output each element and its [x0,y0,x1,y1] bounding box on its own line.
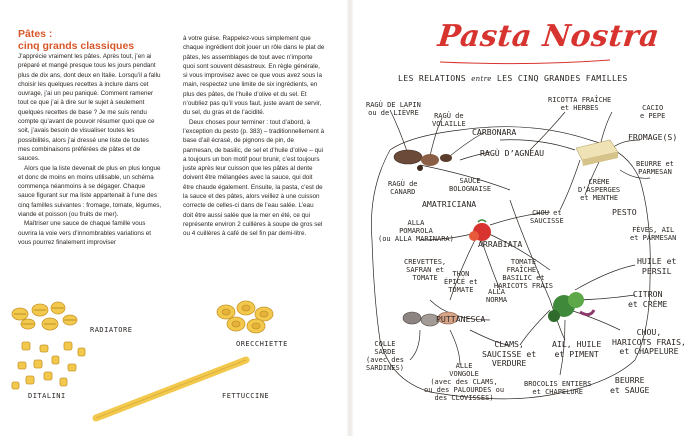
node-crevettes: CREVETTES, SAFRAN et TOMATE [404,258,447,282]
vegetables-icon [548,292,594,322]
node-chou-saucisse: CHOU et SAUCISSE [530,209,564,225]
radiatore-icon [12,302,77,330]
ditalini-icon [12,342,85,389]
text-column-1 [18,52,162,247]
pasta-illustration [0,290,346,436]
heading-line-1: Pâtes : [18,28,53,40]
node-carbonara: CARBONARA [472,127,517,137]
label-fettuccine: FETTUCCINE [222,392,270,400]
node-beurre-parmesan: BEURRE et PARMESAN [636,160,674,176]
heading-line-2: cinq grands classiques [18,40,135,52]
node-cacio: CACIO e PEPE [640,104,666,120]
node-colle-sarde: COLLE SARDE (avec des SARDINES) [366,340,404,372]
node-clams: CLAMS, SAUCISSE et VERDURE [482,339,537,368]
label-ditalini: DITALINI [28,392,66,400]
meat-icon [394,150,452,171]
node-fromage: FROMAGE(S) [628,132,678,142]
subtitle-part-1: LES RELATIONS [398,73,466,83]
node-bolognaise: SAUCE BOLOGNAISE [449,177,492,193]
node-feves: FÈVES, AIL et PARMESAN [630,226,677,242]
subtitle-part-2: entre [471,75,492,83]
node-ricotta: RICOTTA FRAÎCHE et HERBES [548,96,612,112]
paragraph: Alors que la liste devenait de plus en plus longue et donc de moins en moins utilisable, un schéma commença néanmoins à se dégager. Chaque sauce figurant sur ma liste appartenait à l’une des cinq familles suivantes : fromage, tomate, légumes, viande et poisson (ou fruits de mer). [18,164,162,219]
node-pesto: PESTO [612,207,637,217]
paragraph: Deux choses pour terminer : tout d’abord, à l’exception du pesto (p. 383) – traditionnellement à base d’ail écrasé, de pignons de pin, de parmesan, de basilic, de sel et d’huile d’olive – qui a toujours un bon motif pour brunir, c’est toujours juste après leur cuisson que les pâtes al dente doivent être mélangées avec la sauce, qui doit être chaude également. Ensuite, la pasta, c’est de la sauce et des pâtes, alors veillez à une cuisson correcte de celles-ci dans de l’eau salée. L’eau doit être aussi salée que la mer en été, ce qui représente environ 2 cuillères à soupe de gros sel ou 4 cuillères à café de sel fin par demi-litre. [183,118,325,238]
node-amatriciana: AMATRICIANA [422,199,477,209]
node-tomate-fraiche: TOMATE FRAÎCHE, BASILIC et HARICOTS FRAIS [494,258,554,290]
tomato-icon [469,220,491,241]
node-norma: ALLA NORMA [486,288,508,304]
node-ail-huile: AIL, HUILE et PIMENT [552,339,602,359]
node-beurre-sauge: BEURRE et SAUGE [610,375,650,395]
node-pomarola: ALLA POMAROLA (ou ALLA MARINARA) [378,219,454,243]
diagram-title: Pasta Nostra [436,19,662,54]
node-citron: CITRON et CRÈME [628,289,668,309]
node-arrabbiata: ARRABIATA [478,239,523,249]
subtitle-part-3: LES CINQ GRANDES FAMILLES [496,73,628,83]
node-asperges: CRÈME D’ASPERGES et MENTHE [578,178,621,202]
paragraph: à votre guise. Rappelez-vous simplement que chaque ingrédient doit jouer un rôle dans le plat de pâtes, les assemblages de tout avec n’importe quoi sont souvent désastreux. En règle générale, si vous improvisez avec ce que vous avez sous la main, respectez une limite de six ingrédients, en plus des pâtes, de l’huile d’olive et du sel. Et n’oubliez pas qu’il vous faut, juste avant de servir, du sel, du gras et de l’acidité. [183,35,325,117]
paragraph: J’apprécie vraiment les pâtes. Après tout, j’en ai préparé et mangé presque tous les jours pendant plus de dix ans, dont deux en Italie. Lorsqu’il a fallu choisir les quelques recettes à inclure dans cet ouvrage, j’ai un peu paniqué. Comment ramener tout ce que j’ai à dire sur le sujet à seulement quelques recettes de base ? Je me suis rendu compte qu’avant de pouvoir résumer quoi que ce soit, j’avais besoin de visualiser toutes les possibilités, alors j’ai dressé une liste de toutes mes combinaisons préférées de pâtes et de sauces. [18,53,161,163]
label-radiatore: RADIATORE [90,326,133,334]
text-column-2 [183,34,325,239]
diagram-subtitle [398,73,628,83]
section-heading [18,28,168,52]
node-ragu-canard: RAGÙ de CANARD [388,180,418,196]
node-ragu-agneau: RAGÙ D’AGNEAU [480,148,545,158]
node-brocolis: BROCOLIS ENTIERS et CHAPELURE [524,380,592,396]
paragraph: Maîtriser une sauce de chaque famille vous ouvrira la voie vers d’innombrables variations et vous pourrez finalement improviser [18,220,151,246]
node-huile-persil: HUILE et PERSIL [637,256,677,276]
node-ragu-lapin: RAGÙ DE LAPIN ou de LIÈVRE [366,101,421,117]
node-thon: THON ÉPICÉ et TOMATE [444,270,478,294]
node-chou-haricots: CHOU, HARICOTS FRAIS, et CHAPELURE [612,327,686,356]
label-orecchiette: ORECCHIETTE [236,340,288,348]
node-puttanesca: PUTTANESCA [436,314,486,324]
node-ragu-volaille: RAGÙ de VOLAILLE [432,112,466,128]
node-vongole: ALLE VONGOLE (avec des CLAMS, ou des PALOURDES ou des CLOVISSES) [424,362,505,402]
cheese-icon [576,140,618,166]
orecchiette-icon [217,301,273,333]
